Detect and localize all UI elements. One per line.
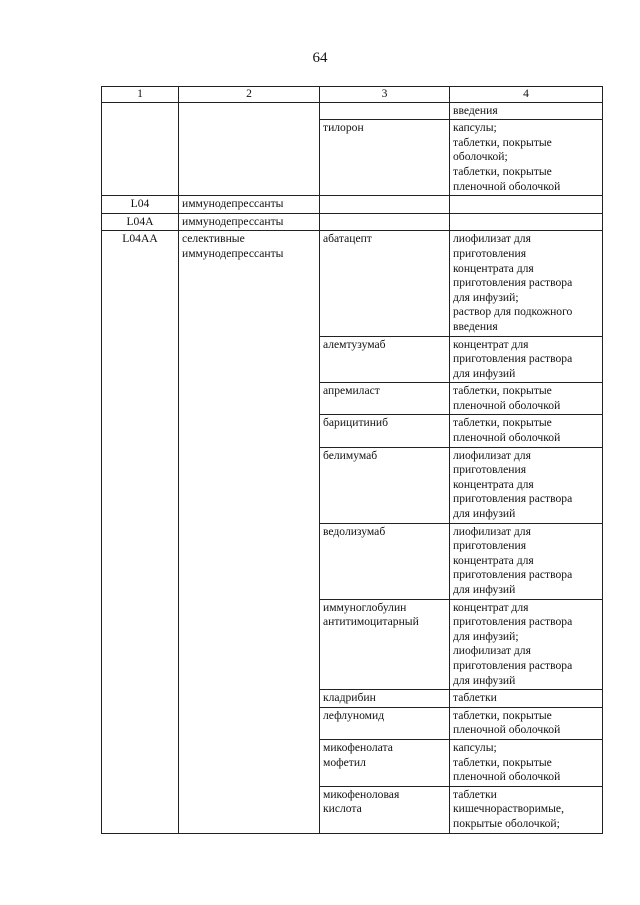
atc-code-cell: L04A xyxy=(102,213,179,231)
dosage-form-cell: таблетки кишечнорастворимые, покрытые оболочкой; xyxy=(450,786,603,833)
column-header-2: 2 xyxy=(179,87,320,103)
drug-cell: ведолизумаб xyxy=(320,523,450,599)
drug-cell: кладрибин xyxy=(320,690,450,708)
drug-cell: лефлуномид xyxy=(320,707,450,739)
dosage-form-cell: введения xyxy=(450,102,603,120)
dosage-form-cell: капсулы; таблетки, покрытые оболочкой; таблетки, покрытые пленочной оболочкой xyxy=(450,120,603,196)
column-header-4: 4 xyxy=(450,87,603,103)
column-header-1: 1 xyxy=(102,87,179,103)
dosage-form-cell: лиофилизат для приготовления концентрата для приготовления раствора для инфузий; раствор для подкожного введения xyxy=(450,231,603,336)
dosage-form-cell-empty xyxy=(450,196,603,214)
dosage-form-cell-empty xyxy=(450,213,603,231)
drug-cell-empty xyxy=(320,213,450,231)
dosage-form-cell: концентрат для приготовления раствора для инфузий xyxy=(450,336,603,383)
table-row xyxy=(102,196,603,214)
group-cell: иммунодепрессанты xyxy=(179,196,320,214)
drug-cell: барицитиниб xyxy=(320,415,450,447)
page-number: 64 xyxy=(312,50,328,66)
drug-cell: абатацепт xyxy=(320,231,450,336)
drug-cell: микофеноловая кислота xyxy=(320,786,450,833)
dosage-form-cell: таблетки, покрытые пленочной оболочкой xyxy=(450,415,603,447)
atc-code-cell: L04 xyxy=(102,196,179,214)
group-cell-empty xyxy=(179,102,320,196)
drug-cell: микофенолата мофетил xyxy=(320,739,450,786)
dosage-form-cell: таблетки, покрытые пленочной оболочкой xyxy=(450,383,603,415)
drug-table xyxy=(101,86,603,834)
code-cell-empty xyxy=(102,102,179,196)
table-header-row xyxy=(102,87,603,103)
drug-cell-empty xyxy=(320,102,450,120)
dosage-form-cell: лиофилизат для приготовления концентрата для приготовления раствора для инфузий xyxy=(450,447,603,523)
dosage-form-cell: лиофилизат для приготовления концентрата для приготовления раствора для инфузий xyxy=(450,523,603,599)
group-cell: селективные иммунодепрессанты xyxy=(179,231,320,833)
group-cell: иммунодепрессанты xyxy=(179,213,320,231)
drug-cell: тилорон xyxy=(320,120,450,196)
drug-cell: белимумаб xyxy=(320,447,450,523)
drug-cell: иммуноглобулин антитимоцитарный xyxy=(320,599,450,690)
dosage-form-cell: концентрат для приготовления раствора для инфузий; лиофилизат для приготовления раствора для инфузий xyxy=(450,599,603,690)
column-header-3: 3 xyxy=(320,87,450,103)
dosage-form-cell: капсулы; таблетки, покрытые пленочной оболочкой xyxy=(450,739,603,786)
dosage-form-cell: таблетки xyxy=(450,690,603,708)
drug-cell: апремиласт xyxy=(320,383,450,415)
table-row xyxy=(102,102,603,120)
drug-cell-empty xyxy=(320,196,450,214)
table-row xyxy=(102,213,603,231)
table-row xyxy=(102,231,603,336)
atc-code-cell: L04AA xyxy=(102,231,179,833)
dosage-form-cell: таблетки, покрытые пленочной оболочкой xyxy=(450,707,603,739)
drug-cell: алемтузумаб xyxy=(320,336,450,383)
